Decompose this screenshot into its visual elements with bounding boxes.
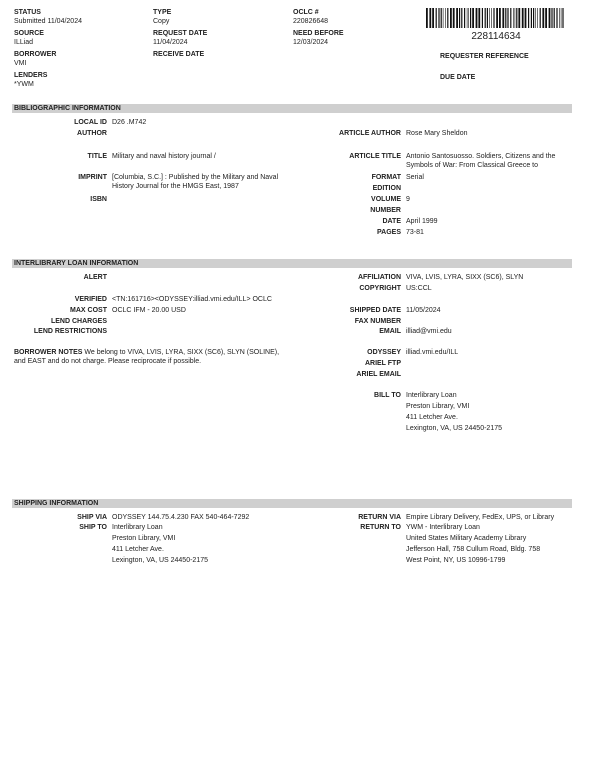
oclc-value: 220826648 xyxy=(293,18,329,25)
barcode-bar xyxy=(450,8,452,28)
return-to-line: United States Military Academy Library xyxy=(406,535,527,542)
verified-value: <TN:161716><ODYSSEY:illiad.vmi.edu/ILL> OCLC xyxy=(112,296,272,303)
barcode-bar xyxy=(554,8,555,28)
imprint-value: [Columbia, S.C.] : Published by the Military and Naval History Journal for the HMGS East, 1987 xyxy=(112,174,279,191)
copyright-label: COPYRIGHT xyxy=(359,285,401,292)
ariel-ftp-label: ARIEL FTP xyxy=(364,360,401,367)
bill-to-line: 411 Letcher Ave. xyxy=(406,414,458,421)
local-id-label: LOCAL ID xyxy=(74,119,107,126)
barcode-bar xyxy=(542,8,544,28)
article-author-value: Rose Mary Sheldon xyxy=(406,130,468,137)
barcode-bar xyxy=(482,8,483,28)
barcode-bar xyxy=(516,8,517,28)
isbn-label: ISBN xyxy=(90,196,107,203)
requester-reference-label: REQUESTER REFERENCE xyxy=(440,53,529,60)
section-bibliographic xyxy=(12,104,572,113)
ship-to-line: Preston Library, VMI xyxy=(112,535,176,542)
barcode-bar xyxy=(505,8,506,28)
lend-charges-label: LEND CHARGES xyxy=(50,318,107,325)
edition-label: EDITION xyxy=(372,185,401,192)
barcode-bar xyxy=(545,8,547,28)
ship-to-label: SHIP TO xyxy=(79,524,107,531)
barcode-bar xyxy=(487,8,488,28)
barcode-bar xyxy=(467,8,468,28)
barcode-bar xyxy=(436,8,437,28)
bill-to-line: Lexington, VA, US 24450-2175 xyxy=(406,425,502,432)
return-to-label: RETURN TO xyxy=(360,524,401,531)
title-label: TITLE xyxy=(87,153,107,160)
return-via-value: Empire Library Delivery, FedEx, UPS, or Library xyxy=(406,514,555,521)
shipped-date-value: 11/05/2024 xyxy=(406,307,441,314)
barcode-bar xyxy=(445,8,446,28)
barcode-bar xyxy=(438,8,439,28)
barcode-bar xyxy=(493,8,494,28)
return-to-line: Jefferson Hall, 758 Cullum Road, Bldg. 758 xyxy=(406,546,541,553)
lend-restrictions-label: LEND RESTRICTIONS xyxy=(33,328,107,335)
barcode-bar xyxy=(491,8,492,28)
ship-to-line: 411 Letcher Ave. xyxy=(112,546,164,553)
barcode-bar xyxy=(537,8,538,28)
date-label: DATE xyxy=(382,218,401,225)
article-title-label: ARTICLE TITLE xyxy=(349,153,401,160)
barcode-bar xyxy=(453,8,455,28)
barcode-bar xyxy=(507,8,508,28)
bill-to-label: BILL TO xyxy=(374,392,401,399)
shipped-date-label: SHIPPED DATE xyxy=(349,307,401,314)
borrower-notes-label: BORROWER NOTES xyxy=(14,349,83,356)
borrower-notes-value: We belong to VIVA, LVIS, LYRA, SIXX (SC6), SLYN (SOLINE), and EAST and do not charge. Please reciprocate if possible. xyxy=(14,349,280,366)
odyssey-label: ODYSSEY xyxy=(367,349,401,356)
barcode-bar xyxy=(515,8,516,28)
barcode-bar xyxy=(551,8,552,28)
affiliation-value: VIVA, LVIS, LYRA, SIXX (SC6), SLYN xyxy=(406,274,524,281)
barcode-bar xyxy=(510,8,511,28)
barcode-bar xyxy=(556,8,557,28)
author-label: AUTHOR xyxy=(77,130,107,137)
barcode-bar xyxy=(447,8,448,28)
ship-to-line: Interlibrary Loan xyxy=(112,524,163,531)
borrower-notes xyxy=(14,348,284,366)
need-before-label: NEED BEFORE xyxy=(293,30,344,37)
barcode-bar xyxy=(549,8,551,28)
article-title-value: Antonio Santosuosso. Soldiers, Citizens and the Symbols of War: From Classical Greece to xyxy=(406,153,556,170)
barcode-bar xyxy=(432,8,434,28)
barcode-bar xyxy=(561,8,562,28)
alert-label: ALERT xyxy=(83,274,107,281)
barcode-bar xyxy=(525,8,527,28)
copyright-value: US:CCL xyxy=(406,285,432,292)
return-via-label: RETURN VIA xyxy=(358,514,401,521)
max-cost-label: MAX COST xyxy=(70,307,107,314)
lenders-value: *YWM xyxy=(14,81,34,88)
source-label: SOURCE xyxy=(14,30,44,37)
volume-label: VOLUME xyxy=(371,196,401,203)
barcode-bar xyxy=(461,8,462,28)
barcode-bar xyxy=(429,8,431,28)
title-value: Military and naval history journal / xyxy=(112,153,216,160)
barcode-bar xyxy=(464,8,465,28)
ship-to-line: Lexington, VA, US 24450-2175 xyxy=(112,557,208,564)
number-label: NUMBER xyxy=(370,207,401,214)
source-value: ILLiad xyxy=(14,39,34,46)
status-label: STATUS xyxy=(14,9,41,16)
status-value: Submitted 11/04/2024 xyxy=(14,18,82,25)
imprint-label: IMPRINT xyxy=(78,174,107,181)
due-date-label: DUE DATE xyxy=(440,74,476,81)
section-title: SHIPPING INFORMATION xyxy=(14,500,99,507)
article-author-label: ARTICLE AUTHOR xyxy=(339,130,401,137)
fax-number-label: FAX NUMBER xyxy=(354,318,401,325)
lenders-label: LENDERS xyxy=(14,72,48,79)
barcode-bar xyxy=(531,8,532,28)
format-label: FORMAT xyxy=(371,174,401,181)
barcode-bar xyxy=(426,8,428,28)
barcode-bar xyxy=(496,8,498,28)
max-cost-value: OCLC IFM - 20.00 USD xyxy=(112,307,186,314)
format-value: Serial xyxy=(406,174,424,181)
type-value: Copy xyxy=(153,18,170,25)
section-interlibrary-loan xyxy=(12,259,572,268)
email-value: illiad@vmi.edu xyxy=(406,328,452,335)
barcode-bar xyxy=(441,8,442,28)
return-to-line: YWM - Interlibrary Loan xyxy=(406,524,480,531)
pages-label: PAGES xyxy=(377,229,401,236)
pages-value: 73-81 xyxy=(406,229,424,236)
barcode-bar xyxy=(518,8,520,28)
barcode-bar xyxy=(459,8,460,28)
return-to-line: West Point, NY, US 10996-1799 xyxy=(406,557,506,564)
barcode-bar xyxy=(470,8,471,28)
barcode-bar xyxy=(522,8,524,28)
barcode-bar xyxy=(478,8,480,28)
barcode-bar xyxy=(485,8,486,28)
affiliation-label: AFFILIATION xyxy=(357,274,401,281)
barcode-bar xyxy=(489,8,490,28)
type-label: TYPE xyxy=(153,9,172,16)
date-value: April 1999 xyxy=(406,218,438,225)
barcode-bar xyxy=(540,8,541,28)
oclc-label: OCLC # xyxy=(293,9,319,16)
barcode-bar xyxy=(472,8,474,28)
receive-date-label: RECEIVE DATE xyxy=(153,51,205,58)
barcode-bar xyxy=(533,8,534,28)
volume-value: 9 xyxy=(406,196,410,203)
ariel-email-label: ARIEL EMAIL xyxy=(356,371,401,378)
barcode-bar xyxy=(502,8,504,28)
borrower-value: VMI xyxy=(14,60,27,67)
barcode-bar xyxy=(513,8,514,28)
need-before-value: 12/03/2024 xyxy=(293,39,329,46)
section-title: INTERLIBRARY LOAN INFORMATION xyxy=(14,260,139,267)
bill-to-line: Preston Library, VMI xyxy=(406,403,470,410)
odyssey-value: illiad.vmi.edu/ILL xyxy=(406,349,459,356)
borrower-label: BORROWER xyxy=(14,51,57,58)
email-label: EMAIL xyxy=(379,328,401,335)
barcode-bar xyxy=(468,8,469,28)
barcode-bar xyxy=(456,8,458,28)
barcode-bar xyxy=(528,8,529,28)
barcode-bar xyxy=(443,8,444,28)
barcode-bar xyxy=(559,8,560,28)
barcode-bar xyxy=(476,8,478,28)
bill-to-line: Interlibrary Loan xyxy=(406,392,457,399)
barcode-bar xyxy=(499,8,501,28)
section-title: BIBLIOGRAPHIC INFORMATION xyxy=(14,105,121,112)
request-date-value: 11/04/2024 xyxy=(153,39,188,46)
barcode-number: 228114634 xyxy=(471,31,521,42)
request-date-label: REQUEST DATE xyxy=(153,30,208,37)
barcode-image xyxy=(426,8,566,28)
barcode-bar xyxy=(535,8,536,28)
ship-via-value: ODYSSEY 144.75.4.230 FAX 540-464-7292 xyxy=(112,514,250,521)
verified-label: VERIFIED xyxy=(74,296,107,303)
local-id-value: D26 .M742 xyxy=(112,119,147,126)
section-shipping xyxy=(12,499,572,508)
ship-via-label: SHIP VIA xyxy=(77,514,107,521)
barcode-bar xyxy=(562,8,563,28)
